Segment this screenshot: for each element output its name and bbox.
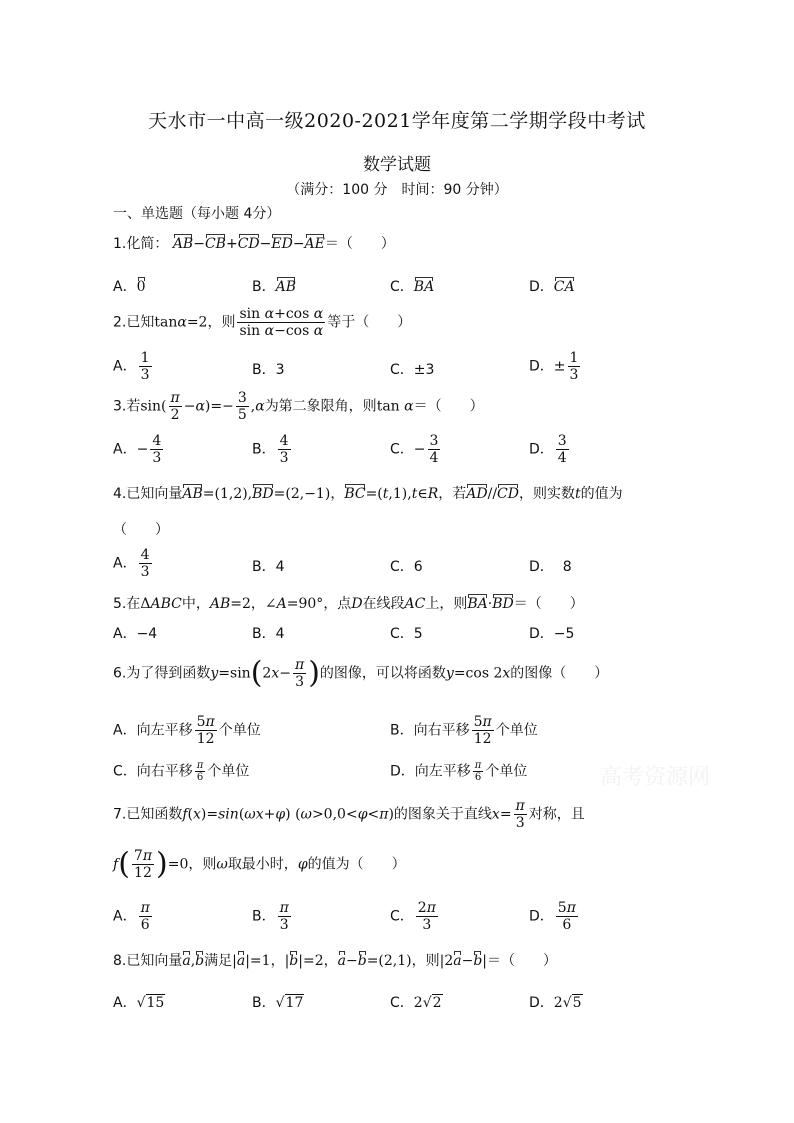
question-6-option-c[interactable]: C．向右平移 $\frac{\pi}{6}$ 个单位 [113,760,250,783]
question-6-option-a[interactable]: A．向左平移 $\frac{5\pi}{12}$ 个单位 [113,714,261,747]
question-2-stem: 2.已知tanα=2，则 $\frac{\text{sin α+cos α}}{\text{sin α−cos α}}$ 等于（ ） [113,306,412,339]
question-2-option-c[interactable]: C．±3 [390,362,435,378]
question-2-option-b[interactable]: B．3 [252,362,285,378]
question-3-option-c[interactable]: C．− $\frac{3}{4}$ [390,433,439,466]
question-8-option-a[interactable]: A．√15 [113,995,165,1011]
question-8-stem: 8.已知向量a,b满足|a|=1，|b|=2，a−b=(2,1)，则|2a−b|＝（ ） [113,953,558,969]
question-5-option-d[interactable]: D．−5 [529,626,575,642]
question-4-paren: （ ） [113,522,169,538]
question-4-option-b[interactable]: B．4 [252,559,285,575]
section-heading: 一、单选题（每小题 4分） [113,206,281,222]
question-3-option-d[interactable]: D． $\frac{3}{4}$ [529,433,567,466]
question-5-option-a[interactable]: A．−4 [113,626,158,642]
question-7-option-a[interactable]: A． $\frac{\pi}{6}$ [113,900,150,933]
question-5-stem: 5.在ΔABC中，AB=2，∠A=90°，点D在线段AC上，则BA·BD＝（ ） [113,596,584,612]
question-1-stem: 1.化简： AB−CB+CD−ED−AE＝（ ） [113,236,395,252]
question-7-option-d[interactable]: D． $\frac{5\pi}{6}$ [529,900,576,933]
exam-subtitle: 数学试题 [363,155,431,175]
question-1-option-d[interactable]: D．CA [529,279,575,295]
question-5-option-b[interactable]: B．4 [252,626,285,642]
question-8-option-c[interactable]: C．2√2 [390,995,442,1011]
question-7-stem: 7.已知函数f(x)=sin(ωx+φ) (ω>0,0<φ<π)的图象关于直线x= $\frac{\pi}{3}$ 对称，且 [113,798,585,831]
question-4-option-a[interactable]: A． $\frac{4}{3}$ [113,547,150,580]
question-4-stem: 4.已知向量AB=(1,2),BD=(2,−1)，BC=(t,1),t∈R，若AD//CD，则实数t的值为 [113,486,623,502]
exam-title: 天水市一中高一级2020-2021学年度第二学期学段中考试 [148,110,646,132]
question-8-option-b[interactable]: B．√17 [252,995,304,1011]
exam-meta: （满分：100 分 时间：90 分钟） [286,182,508,198]
question-3-option-a[interactable]: A．− $\frac{4}{3}$ [113,433,162,466]
question-4-option-d[interactable]: D． 8 [529,559,572,575]
question-7-option-b[interactable]: B． $\frac{\pi}{3}$ [252,900,289,933]
question-7-option-c[interactable]: C． $\frac{2\pi}{3}$ [390,900,436,933]
question-2-option-d[interactable]: D．± $\frac{1}{3}$ [529,350,579,383]
question-1-option-b[interactable]: B．AB [252,279,297,295]
question-4-option-c[interactable]: C．6 [390,559,423,575]
question-6-option-d[interactable]: D．向左平移 $\frac{\pi}{6}$ 个单位 [390,760,528,783]
watermark: 高考资源网 [600,765,711,790]
question-1-option-c[interactable]: C．BA [390,279,435,295]
question-2-option-a[interactable]: A． $\frac{1}{3}$ [113,350,150,383]
question-7-stem-line2: f( $\frac{7\pi}{12}$ )=0，则ω取最小时，φ的值为（ ） [113,846,406,882]
question-5-option-c[interactable]: C．5 [390,626,423,642]
question-3-stem: 3.若sin( $\frac{\pi}{2}$ −α)=− $\frac{3}{5}$ ,α为第二象限角，则tan α＝（ ） [113,390,484,423]
question-6-stem: 6.为了得到函数y=sin(2x− $\frac{\pi}{3}$ )的图像，可以将函数y=cos 2x的图像（ ） [113,655,609,691]
question-3-option-b[interactable]: B． $\frac{4}{3}$ [252,433,289,466]
question-1-option-a[interactable]: A．0 [113,279,146,295]
question-6-option-b[interactable]: B．向右平移 $\frac{5\pi}{12}$ 个单位 [390,714,538,747]
question-8-option-d[interactable]: D．2√5 [529,995,582,1011]
